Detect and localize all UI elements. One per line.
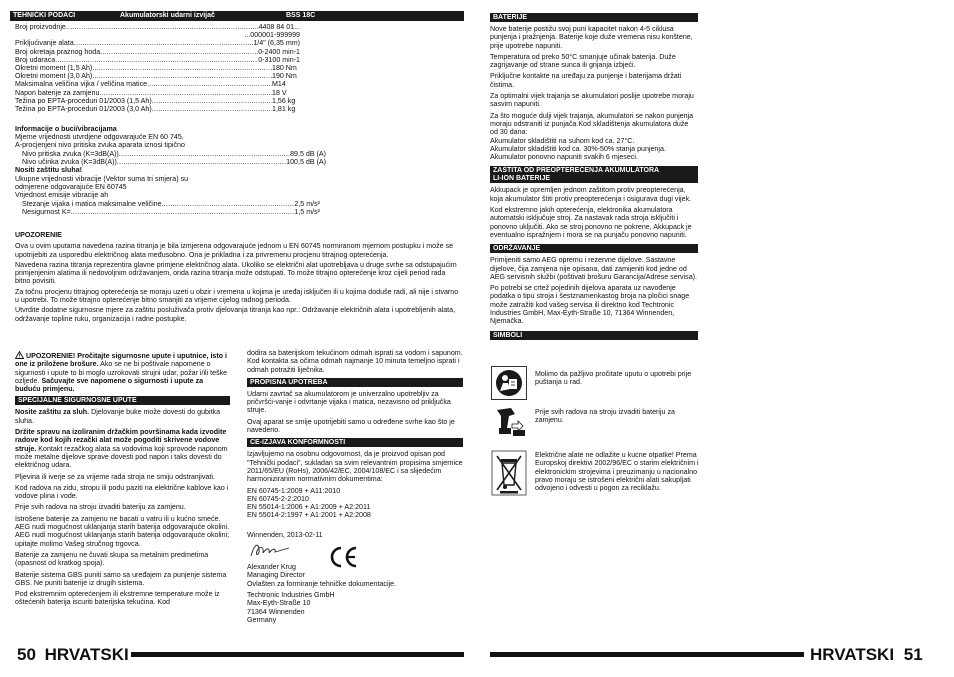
vibration-info — [15, 175, 320, 216]
usage-paragraph: Udarni zavrtač sa akumulatorom je univerzalno upotrebljiv za pričvršći-vanje i odvrtanje vijaka i matica, nezavisno od priključka struje. — [247, 389, 451, 415]
ce-mark-icon — [329, 545, 359, 569]
vibration-warning — [15, 231, 460, 323]
safety-paragraph: Prije svih radova na stroju izvaditi bateriju za zamjenu. — [15, 503, 186, 512]
noise-line-2: A-procjenjeni nivo pritiska zvuka aparata iznosi tipično — [15, 141, 185, 150]
weee-bin-icon — [491, 450, 527, 496]
safety-column — [15, 351, 230, 607]
noise-info — [15, 125, 326, 174]
section-header-symbols: SIMBOLI — [490, 331, 698, 340]
usage-paragraph: Ovaj aparat se smije upotrijebiti samo u određene svrhe kao što je navedeno. — [247, 417, 455, 435]
battery-fluid-paragraph: dodira sa baterijskom tekućinom odmah isprati sa vodom i sapunom. Kod kontakta sa očima odmah najmanje 10 minuta temeljno isprati i odmah potražiti liječnika. — [247, 349, 463, 374]
vibration-row: Nesigurnost K= ..... 1,5 m/s² — [15, 208, 320, 216]
symbol-text: Električne alate ne odlažite u kucne otpatke! Prema Europskoj direktivi 2002/96/EC o starim električnim i elektronickim strojevima i preuzimanju u nacionalno pravo moraju se istrošeni električni alati sakupljati odvojeno i odvesti u pogon za reciklažu. — [535, 451, 699, 493]
safety-warning: UPOZORENIE! Pročitajte sigurnosne upute i uputnice, isto i one iz priložene brošure. Ako se ne bi poštivale napomene o sigurnosti i upute to bi moglo uzrokovati strujni udar, požar i/ili teške ozljede. Sačuvajte sve napomene o sigurnosti i upute za buduću primjenu. — [15, 352, 228, 394]
norm-item: EN 55014-1:2006 + A1:2009 + A2:2011 — [247, 503, 371, 512]
spec-row: ...000001-999999 — [244, 31, 300, 40]
vibration-line-2: odmjerene odgovarajuće EN 60745 — [15, 183, 127, 192]
battery-paragraph: Akumulator skladištiti kod ca. 30%-50% stanja punjenja. — [490, 144, 666, 153]
warning-triangle-icon — [15, 351, 24, 359]
footer-language: HRVATSKI — [810, 645, 895, 664]
noise-row: Nivo učinka zvuka (K=3dB(A)) ..... 100,5 dB (A) — [15, 158, 326, 166]
spec-row: Težina po EPTA-proceduri 01/2003 (1,5 Ah) ..... 1,56 kg — [15, 97, 300, 105]
noise-line-1: Mjerne vrijednosti utvrdjene odgovarajuće EN 60 745. — [15, 133, 184, 142]
footer-language: HRVATSKI — [44, 645, 129, 664]
company-address — [247, 591, 463, 624]
safety-paragraph: Nosite zaštitu za sluh. Djelovanje buke može dovesti do gubitka sluha. — [15, 408, 221, 425]
spec-row: Okretni moment (1,5 Ah) ..... 180 Nm — [15, 64, 300, 72]
page-number: 50 — [17, 645, 36, 664]
norm-item: EN 60745-1:2009 + A11:2010 — [247, 486, 341, 495]
left-footer — [17, 646, 129, 664]
safety-paragraph: Baterije sistema GBS puniti samo sa uređajem za punjenje sistema GBS. Ne puniti baterije iz drugih sistema. — [15, 570, 227, 587]
symbol-text: Molimo da pažljivo pročitate uputu o upotrebi prije puštanja u rad. — [535, 370, 692, 387]
symbol-manual — [491, 366, 527, 400]
page-number: 51 — [903, 645, 923, 664]
address-line: Techtronic Industries GmbH — [247, 590, 335, 599]
symbol-text: Prije svih radova na stroju izvaditi bateriju za zamjenu. — [535, 408, 675, 425]
authorized-doc-note: Ovlašten za formiranje tehničke dokumentacije. — [247, 579, 397, 588]
warning-paragraph: Navedena razina titranja reprezentira glavne primjene električnog alata. Ukoliko se električni alat upotrebljava u druge svrhe sa odstupajućim primjenjenim alatima ili nedovoljnim održavanjem, onda razina titranja može odstupati. To može titrajno opterećenje kroz cijeli period rada bitno povisiti. — [15, 260, 457, 286]
safety-paragraph: Držite spravu na izoliranim držačkim površinama kada izvodite radove kod kojih rezački alat može pogoditi skrivene vodove struje. Kontakt rezačkog alata sa vodovima koji sprovode naponom može metalne dijelove sprave dovesti pod napon i taks dovesti do električnog udara. — [15, 428, 228, 470]
overload-paragraph: Akkupack je opremljen jednom zaštitom protiv preopterećenja, koja akumulator štiti protiv preopterećenja i osigurava dugi vijek. — [490, 186, 692, 203]
battery-paragraph: Akumulator ponovno napuniti svakih 6 mjeseci. — [490, 153, 638, 162]
section-header-overload: ZAŠTITA OD PREOPTEREĆENJA AKUMULATORA LI-ION BATERIJE — [490, 166, 698, 183]
spec-table — [15, 23, 300, 113]
safety-paragraph: Baterije za zamjenu ne čuvati skupa sa metalnim predmetima (opasnost od kratkog spoja). — [15, 550, 209, 568]
tech-data-title: TEHNIČKI PODACI — [13, 12, 76, 19]
vibration-row: Stezanje vijaka i matica maksimalne veličine ..... 2,5 m/s² — [15, 200, 320, 208]
battery-paragraph: Za optimalni vijek trajanja se akumulatori poslije upotrebe moraju sasvim napuniti. — [490, 92, 694, 109]
manual-read-icon — [492, 367, 526, 399]
battery-paragraph: Temperatura od preko 50°C smanjuje učinak baterija. Duže zagrijavanje od strane sunca ili grijanja izbjeći. — [490, 52, 676, 70]
section-header-ce-declaration: CE-IZJAVA KONFORMNOSTI — [247, 438, 463, 447]
warning-paragraph: Ova u ovim uputama navedena razina titranja je bila izmjerena odgovarajuće jednom u EN 60745 normiranom mjernom postupku i može se upotrijebiti za usporedbu električnog alata međusobno. Ona je prikladna i za privremenu procjenu titrajnog opterećenja. — [15, 242, 454, 259]
noise-title: Informacije o buci/vibracijama — [15, 125, 117, 133]
signature-image — [249, 539, 291, 561]
warning-paragraph: Za točnu procjenu titrajnog opterećenja se moraju uzeti u obzir i vremena u kojima je uređaj isključen ili u kojima doduše radi, ali nije i stvarno u upotrebi. To može titrajno opterećenje bitno smanjiti za vrijeme cijelog radnog perioda. — [15, 287, 459, 305]
battery-paragraph: Nove baterije postižu svoj puni kapacitet nakon 4-5 ciklusa punjenja i pražnjenja. Baterije koje duže vremena nisu konštene, prije upotrebe napuniti. — [490, 25, 693, 50]
battery-paragraph: Za što moguće dulji vijek trajanja, akumulatori se nakon punjenja moraju odstraniti iz punjača.Kod skladištenja akumulatora duže od 30 dana: — [490, 111, 694, 137]
address-line: Max-Eyth-Straße 10 — [247, 599, 311, 608]
warning-paragraph: Utvrdite dodatne sigurnosne mjere za zaštitu posluživača protiv djelovanja titranja kao npr.: Održavanje električnih alata i upotrebljenih alata, održavanje topline ruku, organizacija i radne postupke. — [15, 306, 456, 323]
right-column — [490, 13, 698, 340]
remove-battery-icon — [491, 404, 527, 440]
declaration-date: Winnenden, 2013-02-11 — [247, 530, 323, 539]
spec-row: Maksimalna veličina vijka / veličina matice ..... M14 — [15, 80, 300, 88]
spec-row: Napon baterije za zamjenu ..... 18 V — [15, 89, 300, 97]
signer-title: Managing Director — [247, 571, 305, 580]
section-header-maintenance: ODRŽAVANJE — [490, 244, 698, 253]
symbol-battery — [491, 404, 527, 440]
spec-row: Okretni moment (3,0 Ah) ..... 190 Nm — [15, 72, 300, 80]
spec-row: Prikljućivanje alata ..... 1/4" (6,35 mm) — [15, 39, 300, 47]
norm-item: EN 60745-2-2:2010 — [247, 494, 309, 503]
safety-paragraph: Istrošene baterije za zamjenu ne bacati u vatru ili u kućno smeće. AEG nudi mogućnost uklanjanja starih baterija odgovarajuće okolini. AEG nudi mogućnost uklanjanja starih baterija odgovarajuće okolini; upitajte molimo Vašeg stručnog trgovca. — [15, 514, 230, 548]
address-line: 71364 Winnenden — [247, 607, 305, 616]
ce-mark — [329, 545, 359, 569]
battery-paragraph: Akumulator skladištiti na suhom kod ca. 27°C. — [490, 136, 635, 145]
spec-row: Težina po EPTA-proceduri 01/2003 (3,0 Ah) ..... 1,81 kg — [15, 105, 300, 113]
section-header-intended-use: PROPISNA UPOTREBA — [247, 378, 463, 387]
right-footer-rule — [490, 652, 804, 657]
vibration-line-1: Ukupne vrijednosti vibracije (Vektor suma tri smjera) su — [15, 175, 189, 183]
left-footer-rule — [131, 652, 464, 657]
maintenance-paragraph: Po potrebi se crtež pojedinih dijelova aparata uz navođenje podatka o tipu stroja i šestznamenkastog broja na pločici snage može zatražiti kod vašeg servisa ili direktno kod Techtronic Industries GmbH, Max-Eyth-Straße 10, 71364 Winnenden, Njemačka. — [490, 284, 690, 326]
warning-title: UPOZORENIE — [15, 231, 62, 239]
section-header-special-safety: SPECIJALNE SIGURNOSNE UPUTE — [15, 396, 230, 405]
spec-row: Broj udaraca ..... 0-3100 min-1 — [15, 56, 300, 64]
address-line: Germany — [247, 615, 277, 624]
section-header-batteries: BATERIJE — [490, 13, 698, 22]
ce-paragraph: Izjavljujemo na osobnu odgovornost, da je proizvod opisan pod "Tehnički podaci", sukladan sa svim relevantnim propisima smjernice 2011/65/EU (RoHs), 2006/42/EC, 2004/108/EC i sa slijedećim harmoniziranim normativnim dokumentima: — [247, 450, 463, 484]
norm-item: EN 55014-2:1997 + A1:2001 + A2:2008 — [247, 511, 371, 520]
overload-paragraph: Kod ekstremno jakih opterećenja, elektronika akumulatora automatski isključuje stroj. Za nastavak rada stroja isključiti i ponovno uključiti. Ako se stroj ponovno ne pokrene, Akkupack je eventualno ispražnjem i mora se na punjaču ponovno napuniti. — [490, 206, 692, 239]
model-name: BSS 18C — [286, 12, 316, 19]
noise-row: Nivo pritiska zvuka (K=3dB(A)) ..... 89,5 dB (A) — [15, 150, 326, 158]
spec-row: Broj proizvodnje ..... 4408 84 01... — [15, 23, 300, 31]
symbol-weee — [491, 450, 527, 496]
usage-column — [247, 349, 463, 624]
signer-name: Alexander Krug — [247, 563, 296, 572]
product-name: Akumulatorski udarni izvijač — [120, 12, 215, 19]
safety-paragraph: Pod ekstremnim opterećenjem ili ekstremne temperature može iz oštećenih baterija iscuriti baterijska tekućina. Kod — [15, 590, 220, 607]
spec-row: Broj okretaja praznog hoda ..... 0-2400 min-1 — [15, 48, 300, 56]
maintenance-paragraph: Primijeniti samo AEG opremu i rezervne dijelove. Sastavne dijelove, čija zamjena nije opisana, dati zamijeniti kod jedne od AEG servisnih službi (poštivati brošuru Garancija/Adrese servisa). — [490, 256, 697, 281]
hearing-protection-note: Nositi zaštitu sluha! — [15, 166, 83, 175]
battery-paragraph: Priključne kontakte na uređaju za punjenje i baterijama držati čistima. — [490, 72, 682, 89]
vibration-line-3: Vrijednost emisije vibracije ah — [15, 191, 109, 200]
right-footer — [810, 646, 923, 664]
safety-paragraph: Kod radova na zidu, stropu ili podu paziti na električne kablove kao i vodove plina i vode. — [15, 483, 229, 501]
norm-list — [247, 487, 463, 520]
tech-data-header-bar — [10, 11, 464, 21]
safety-paragraph: Pljevina ili iverje se za vrijeme rada stroja ne smiju odstranjivati. — [15, 472, 215, 481]
